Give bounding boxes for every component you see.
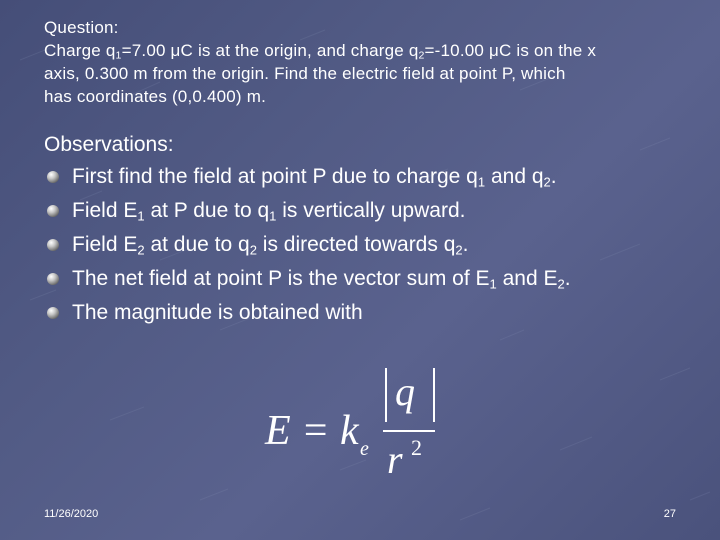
formula-denominator: r	[387, 437, 403, 482]
formula-exponent: 2	[411, 435, 422, 460]
question-line-2: axis, 0.300 m from the origin. Find the electric field at point P, which	[44, 64, 566, 83]
slide-date: 11/26/2020	[44, 508, 99, 520]
formula-numerator: q	[395, 369, 415, 414]
slide-page-number: 27	[663, 508, 676, 520]
bullet-sphere-icon	[47, 239, 59, 251]
bullet-sphere-icon	[47, 273, 59, 285]
list-item: Field $E_1$ at P due to $q_1$ is vertically upward.	[44, 194, 704, 228]
list-item: The net field at point P is the vector sum of $E_1$ and $E_2$.	[44, 262, 704, 296]
observations-list	[44, 160, 704, 330]
electric-field-formula	[265, 368, 445, 486]
observations-block	[44, 130, 704, 330]
question-label: Question:	[44, 18, 119, 37]
list-item: The magnitude is obtained with	[44, 296, 704, 330]
bullet-sphere-icon	[47, 205, 59, 217]
observations-heading: Observations:	[44, 133, 174, 156]
list-item: First find the field at point P due to charge $q_1$ and $q_2$.	[44, 160, 704, 194]
formula-subscript: e	[360, 438, 369, 460]
bullet-sphere-icon	[47, 307, 59, 319]
question-block	[44, 16, 704, 108]
list-item: Field $E_2$ at due to $q_2$ is directed towards $q_2$.	[44, 228, 704, 262]
bullet-sphere-icon	[47, 171, 59, 183]
formula-lhs: E = k	[265, 408, 359, 454]
question-line-1: Charge $q_1=7.00$ μC is at the origin, and charge $q_2=-10.00$ μC is on the x	[44, 41, 597, 62]
formula-fraction-bar	[383, 430, 435, 432]
question-line-3: has coordinates (0,0.400) m.	[44, 87, 266, 106]
